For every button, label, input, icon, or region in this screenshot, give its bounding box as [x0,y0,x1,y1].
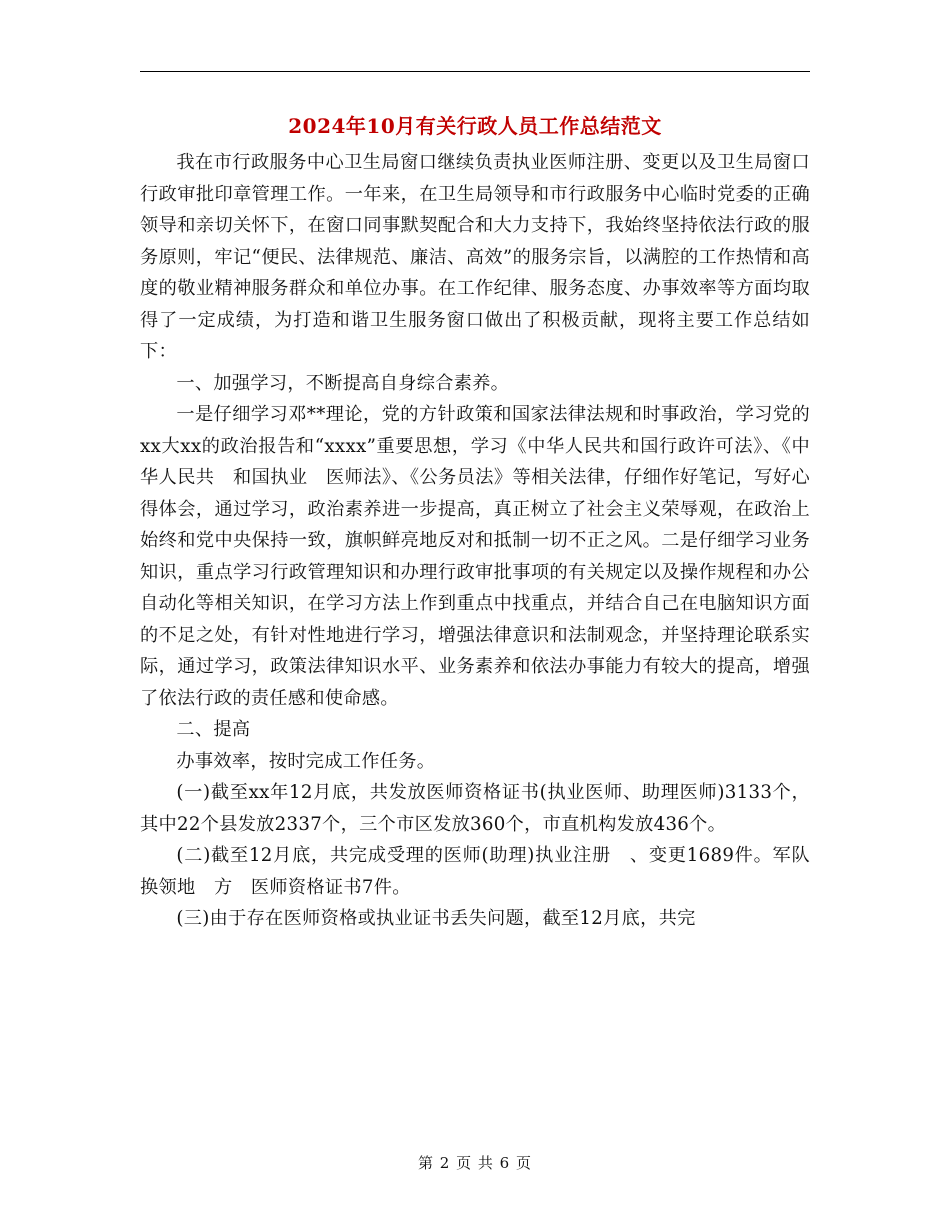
header-rule [140,71,810,72]
paragraph-item-2: (二)截至12月底，共完成受理的医师(助理)执业注册 、变更1689件。军队换领地 方 医师资格证书7件。 [140,845,810,898]
section-heading-2: 二、提高 [176,719,251,740]
page-footer: 第 2 页 共 6 页 [418,1154,532,1172]
paragraph-item-3: (三)由于存在医师资格或执业证书丢失问题，截至12月底，共完 [176,908,696,929]
paragraph-intro: 我在市行政服务中心卫生局窗口继续负责执业医师注册、变更以及卫生局窗口行政审批印章管理工作。一年来，在卫生局领导和市行政服务中心临时党委的正确领导和亲切关怀下，在窗口同事默契配合和大力支持下，我始终坚持依法行政的服务原则，牢记“便民、法律规范、廉洁、高效”的服务宗旨，以满腔的工作热情和高度的敬业精神服务群众和单位办事。在工作纪律、服务态度、办事效率等方面均取得了一定成绩，为打造和谐卫生服务窗口做出了积极贡献，现将主要工作总结如下： [140,152,810,362]
paragraph-item-1: (一)截至xx年12月底，共发放医师资格证书(执业医师、助理医师)3133个，其中22个县发放2337个，三个市区发放360个，市直机构发放436个。 [140,782,810,835]
section-heading-1: 一、加强学习，不断提高自身综合素养。 [176,372,510,394]
document-title: 2024年10月有关行政人员工作总结范文 [288,114,662,138]
paragraph-study: 一是仔细学习邓**理论，党的方针政策和国家法律法规和时事政治，学习党的xx大xx的政治报告和“xxxx”重要思想，学习《中华人民共和国行政许可法》、《中华人民共 和国执业 医师法》、《公务员法》等相关法律，仔细作好笔记，写好心得体会，通过学习，政治素养进一步提高，真正树立了社会主义荣辱观，在政治上始终和党中央保持一致，旗帜鲜亮地反对和抵制一切不正之风。二是仔细学习业务知识，重点学习行政管理知识和办理行政审批事项的有关规定以及操作规程和办公自动化等相关知识，在学习方法上作到重点中找重点，并结合自己在电脑知识方面的不足之处，有针对性地进行学习，增强法律意识和法制观念，并坚持理论联系实际，通过学习，政策法律知识水平、业务素养和依法办事能力有较大的提高，增强了依法行政的责任感和使命感。 [140,404,810,709]
document-body [140,147,810,935]
section-heading-2-cont: 办事效率，按时完成工作任务。 [176,750,436,772]
